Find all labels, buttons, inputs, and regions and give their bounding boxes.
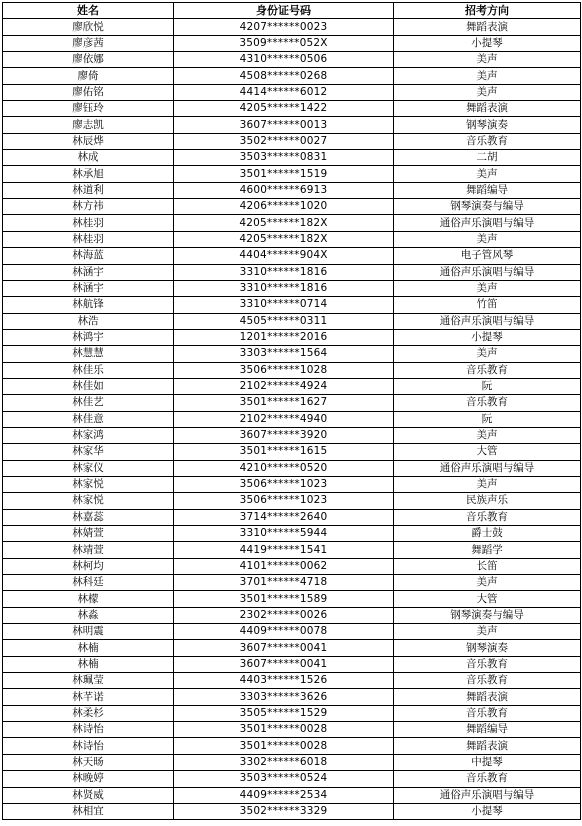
cell-direction: 大管 (394, 591, 581, 607)
cell-direction: 音乐教育 (394, 509, 581, 525)
table-row (3, 444, 581, 460)
cell-id-number: 3607******0041 (174, 656, 394, 672)
cell-direction: 长笛 (394, 558, 581, 574)
cell-name: 林柔杉 (3, 705, 174, 721)
cell-direction: 音乐教育 (394, 673, 581, 689)
table-body (3, 19, 581, 820)
cell-id-number: 4409******0078 (174, 624, 394, 640)
table-row (3, 395, 581, 411)
table-row (3, 280, 581, 296)
cell-name: 林家悦 (3, 493, 174, 509)
table-row (3, 215, 581, 231)
table-row (3, 722, 581, 738)
table-row (3, 476, 581, 492)
cell-name: 林贤威 (3, 787, 174, 803)
cell-name: 廖志凯 (3, 117, 174, 133)
cell-direction: 民族声乐 (394, 493, 581, 509)
cell-direction: 钢琴演奏 (394, 117, 581, 133)
table-row (3, 427, 581, 443)
header-name: 姓名 (3, 3, 174, 19)
cell-direction: 舞蹈表演 (394, 101, 581, 117)
table-row (3, 689, 581, 705)
header-direction: 招考方向 (394, 3, 581, 19)
cell-id-number: 3310******1816 (174, 264, 394, 280)
cell-direction: 美声 (394, 624, 581, 640)
cell-id-number: 4205******1422 (174, 101, 394, 117)
cell-id-number: 4207******0023 (174, 19, 394, 35)
cell-direction: 阮 (394, 411, 581, 427)
cell-name: 林涵宇 (3, 280, 174, 296)
table-row (3, 313, 581, 329)
table-row (3, 542, 581, 558)
cell-id-number: 4205******182X (174, 215, 394, 231)
cell-direction: 美声 (394, 52, 581, 68)
table-row (3, 166, 581, 182)
cell-name: 林慧慧 (3, 346, 174, 362)
cell-name: 林晚婷 (3, 771, 174, 787)
cell-direction: 美声 (394, 346, 581, 362)
cell-direction: 钢琴演奏 (394, 640, 581, 656)
table-row (3, 705, 581, 721)
cell-direction: 竹笛 (394, 297, 581, 313)
cell-direction: 美声 (394, 231, 581, 247)
cell-id-number: 4404******904X (174, 248, 394, 264)
cell-direction: 音乐教育 (394, 395, 581, 411)
cell-id-number: 3501******1627 (174, 395, 394, 411)
cell-id-number: 3303******3626 (174, 689, 394, 705)
cell-id-number: 2102******4924 (174, 378, 394, 394)
cell-id-number: 3506******1028 (174, 362, 394, 378)
cell-id-number: 2302******0026 (174, 607, 394, 623)
cell-direction: 美声 (394, 68, 581, 84)
cell-id-number: 4403******1526 (174, 673, 394, 689)
cell-direction: 阮 (394, 378, 581, 394)
cell-id-number: 3310******0714 (174, 297, 394, 313)
cell-id-number: 4409******2534 (174, 787, 394, 803)
cell-name: 廖依娜 (3, 52, 174, 68)
table-row (3, 101, 581, 117)
header-id-number: 身份证号码 (174, 3, 394, 19)
cell-name: 廖钰玲 (3, 101, 174, 117)
cell-direction: 舞蹈表演 (394, 19, 581, 35)
cell-name: 廖倚 (3, 68, 174, 84)
table-row (3, 52, 581, 68)
table-row (3, 329, 581, 345)
table-row (3, 640, 581, 656)
cell-name: 林航锋 (3, 297, 174, 313)
header-row (3, 3, 581, 19)
cell-direction: 通俗声乐演唱与编导 (394, 787, 581, 803)
table-row (3, 558, 581, 574)
table-row (3, 133, 581, 149)
cell-direction: 音乐教育 (394, 705, 581, 721)
cell-direction: 舞蹈学 (394, 542, 581, 558)
cell-name: 林天旸 (3, 754, 174, 770)
table-row (3, 493, 581, 509)
cell-id-number: 3505******1529 (174, 705, 394, 721)
cell-name: 廖佑铭 (3, 84, 174, 100)
table-row (3, 84, 581, 100)
cell-name: 林楠 (3, 640, 174, 656)
cell-id-number: 4419******1541 (174, 542, 394, 558)
cell-name: 林檬 (3, 591, 174, 607)
table-row (3, 68, 581, 84)
table-row (3, 575, 581, 591)
table-row (3, 297, 581, 313)
cell-direction: 通俗声乐演唱与编导 (394, 460, 581, 476)
cell-name: 林家仪 (3, 460, 174, 476)
table-row (3, 607, 581, 623)
cell-direction: 舞蹈编导 (394, 182, 581, 198)
cell-name: 林淼 (3, 607, 174, 623)
table-row (3, 231, 581, 247)
table-row (3, 771, 581, 787)
cell-id-number: 3509******052X (174, 35, 394, 51)
cell-name: 林科廷 (3, 575, 174, 591)
table-row (3, 411, 581, 427)
table-row (3, 509, 581, 525)
cell-direction: 音乐教育 (394, 133, 581, 149)
table-row (3, 199, 581, 215)
cell-id-number: 3503******0524 (174, 771, 394, 787)
cell-id-number: 3506******1023 (174, 493, 394, 509)
cell-name: 林婧萱 (3, 526, 174, 542)
cell-id-number: 3501******0028 (174, 722, 394, 738)
table-row (3, 673, 581, 689)
table-row (3, 248, 581, 264)
cell-direction: 舞蹈表演 (394, 689, 581, 705)
cell-id-number: 4210******0520 (174, 460, 394, 476)
table-row (3, 738, 581, 754)
cell-id-number: 3501******1519 (174, 166, 394, 182)
cell-direction: 电子管风琴 (394, 248, 581, 264)
table-row (3, 362, 581, 378)
cell-id-number: 3607******0013 (174, 117, 394, 133)
cell-id-number: 4101******0062 (174, 558, 394, 574)
cell-id-number: 3506******1023 (174, 476, 394, 492)
cell-name: 林珮莹 (3, 673, 174, 689)
cell-name: 林靖萱 (3, 542, 174, 558)
cell-direction: 中提琴 (394, 754, 581, 770)
table-row (3, 35, 581, 51)
cell-name: 林佳艺 (3, 395, 174, 411)
cell-direction: 大管 (394, 444, 581, 460)
cell-direction: 二胡 (394, 150, 581, 166)
cell-id-number: 4414******6012 (174, 84, 394, 100)
cell-id-number: 3302******6018 (174, 754, 394, 770)
table-row (3, 803, 581, 819)
cell-direction: 小提琴 (394, 329, 581, 345)
cell-name: 林方祎 (3, 199, 174, 215)
cell-direction: 美声 (394, 84, 581, 100)
table-row (3, 264, 581, 280)
cell-name: 廖欣悦 (3, 19, 174, 35)
cell-id-number: 3714******2640 (174, 509, 394, 525)
cell-direction: 音乐教育 (394, 656, 581, 672)
table-row (3, 787, 581, 803)
cell-name: 林芊诺 (3, 689, 174, 705)
cell-id-number: 3303******1564 (174, 346, 394, 362)
cell-id-number: 3503******0831 (174, 150, 394, 166)
table-row (3, 378, 581, 394)
cell-name: 林家悦 (3, 476, 174, 492)
table-row (3, 591, 581, 607)
cell-name: 林诗怡 (3, 738, 174, 754)
table-row (3, 182, 581, 198)
cell-id-number: 3501******0028 (174, 738, 394, 754)
cell-direction: 舞蹈编导 (394, 722, 581, 738)
candidate-table (2, 2, 581, 820)
cell-name: 林涵宇 (3, 264, 174, 280)
table-row (3, 656, 581, 672)
table-row (3, 624, 581, 640)
cell-direction: 通俗声乐演唱与编导 (394, 264, 581, 280)
cell-id-number: 3502******0027 (174, 133, 394, 149)
cell-name: 林浩 (3, 313, 174, 329)
cell-id-number: 4508******0268 (174, 68, 394, 84)
cell-name: 廖彦茜 (3, 35, 174, 51)
cell-name: 林佳如 (3, 378, 174, 394)
cell-name: 林相宜 (3, 803, 174, 819)
cell-name: 林家鸿 (3, 427, 174, 443)
cell-id-number: 2102******4940 (174, 411, 394, 427)
cell-name: 林桂羽 (3, 215, 174, 231)
cell-name: 林承旭 (3, 166, 174, 182)
cell-direction: 通俗声乐演唱与编导 (394, 215, 581, 231)
cell-name: 林家华 (3, 444, 174, 460)
cell-direction: 美声 (394, 575, 581, 591)
table-row (3, 754, 581, 770)
cell-name: 林成 (3, 150, 174, 166)
table-row (3, 117, 581, 133)
cell-id-number: 3310******5944 (174, 526, 394, 542)
cell-name: 林柯均 (3, 558, 174, 574)
cell-id-number: 4600******6913 (174, 182, 394, 198)
cell-name: 林佳意 (3, 411, 174, 427)
cell-name: 林鸿宇 (3, 329, 174, 345)
table-row (3, 526, 581, 542)
cell-id-number: 1201******2016 (174, 329, 394, 345)
cell-name: 林佳乐 (3, 362, 174, 378)
cell-name: 林楠 (3, 656, 174, 672)
cell-id-number: 3701******4718 (174, 575, 394, 591)
cell-id-number: 4205******182X (174, 231, 394, 247)
cell-direction: 小提琴 (394, 35, 581, 51)
cell-id-number: 3607******0041 (174, 640, 394, 656)
cell-direction: 美声 (394, 280, 581, 296)
cell-direction: 钢琴演奏与编导 (394, 199, 581, 215)
cell-direction: 舞蹈表演 (394, 738, 581, 754)
cell-id-number: 3502******3329 (174, 803, 394, 819)
cell-id-number: 3607******3920 (174, 427, 394, 443)
table-row (3, 460, 581, 476)
cell-direction: 音乐教育 (394, 771, 581, 787)
cell-id-number: 3310******1816 (174, 280, 394, 296)
cell-id-number: 3501******1589 (174, 591, 394, 607)
table-row (3, 19, 581, 35)
cell-id-number: 4310******0506 (174, 52, 394, 68)
cell-direction: 爵士鼓 (394, 526, 581, 542)
table-row (3, 346, 581, 362)
cell-name: 林桂羽 (3, 231, 174, 247)
cell-id-number: 4505******0311 (174, 313, 394, 329)
cell-id-number: 3501******1615 (174, 444, 394, 460)
cell-direction: 小提琴 (394, 803, 581, 819)
cell-name: 林诗怡 (3, 722, 174, 738)
cell-direction: 美声 (394, 476, 581, 492)
cell-name: 林嘉蕊 (3, 509, 174, 525)
cell-direction: 美声 (394, 166, 581, 182)
cell-direction: 通俗声乐演唱与编导 (394, 313, 581, 329)
cell-name: 林海蓝 (3, 248, 174, 264)
cell-name: 林明震 (3, 624, 174, 640)
cell-direction: 美声 (394, 427, 581, 443)
cell-direction: 音乐教育 (394, 362, 581, 378)
cell-id-number: 4206******1020 (174, 199, 394, 215)
cell-name: 林辰烨 (3, 133, 174, 149)
cell-name: 林道利 (3, 182, 174, 198)
cell-direction: 钢琴演奏与编导 (394, 607, 581, 623)
table-row (3, 150, 581, 166)
